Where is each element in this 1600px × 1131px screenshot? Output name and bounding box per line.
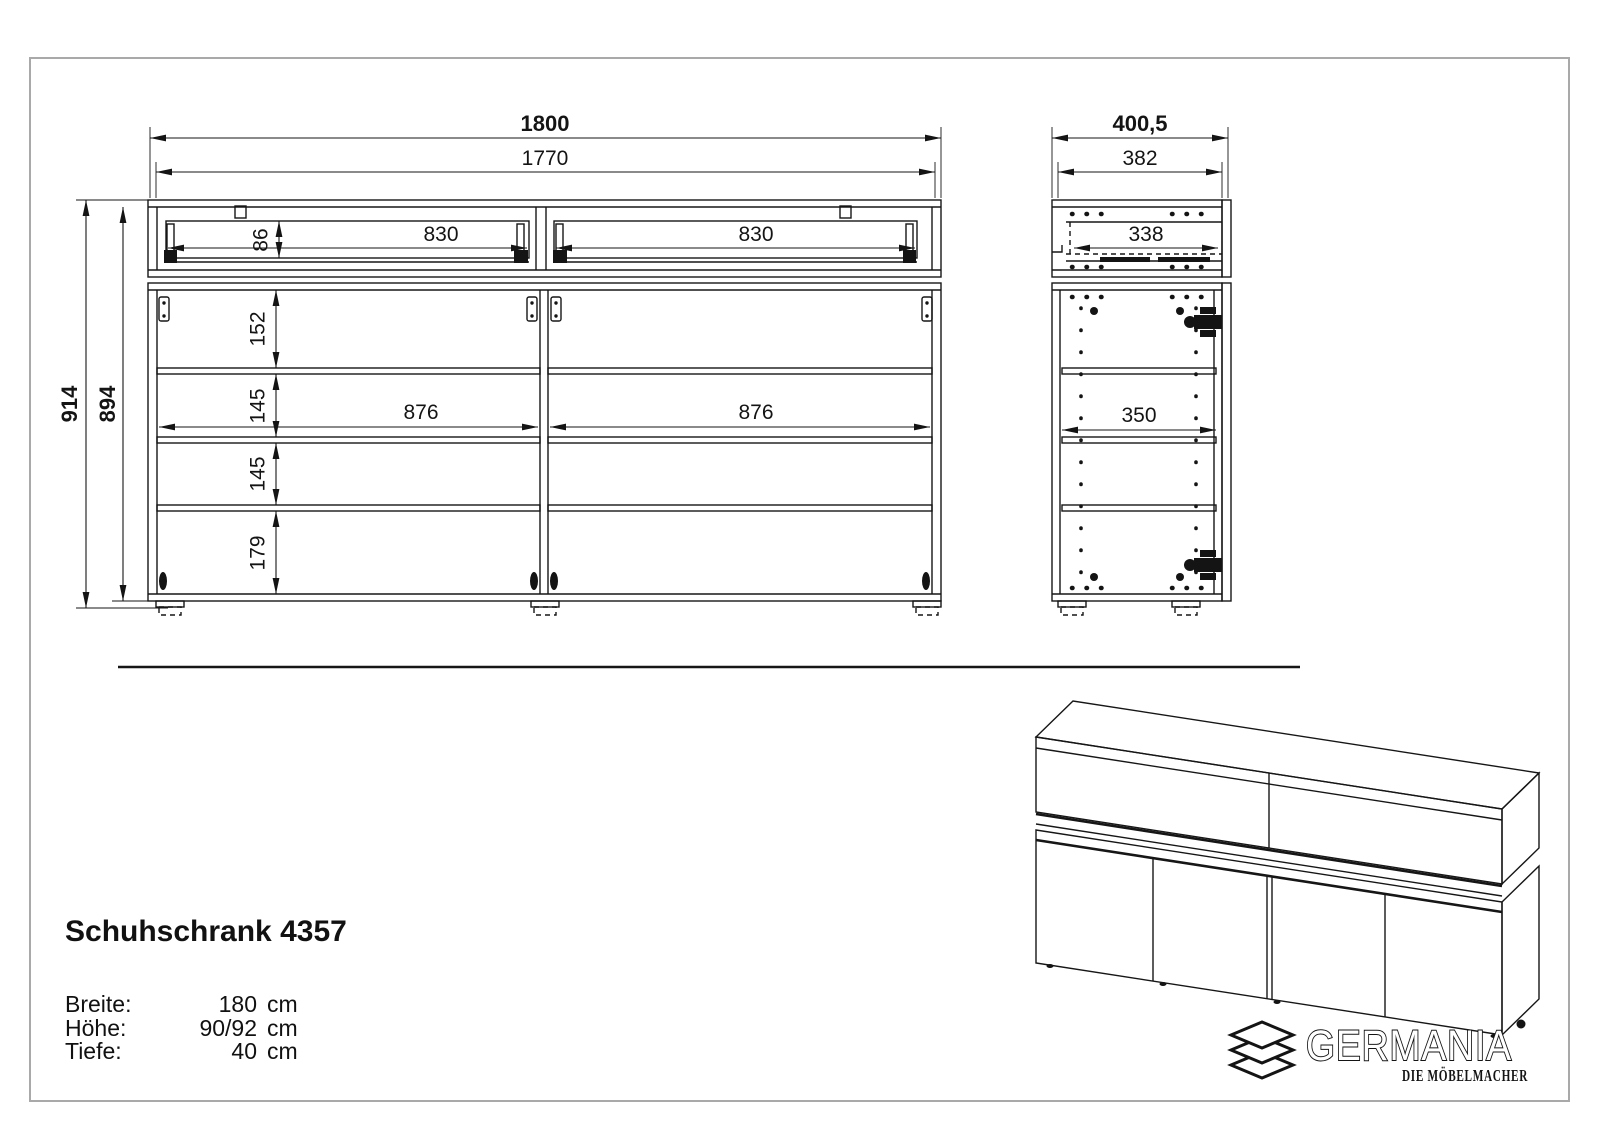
dim-shelf-depth: 350 — [1121, 404, 1157, 427]
spec-list — [65, 993, 347, 1064]
dim-drawer-left: 830 — [423, 223, 459, 246]
spec-value: 180 — [218, 991, 257, 1017]
dim-drawer-depth: 338 — [1128, 223, 1164, 246]
dim-carcass-depth: 382 — [1122, 147, 1158, 170]
spec-unit: cm — [267, 1014, 298, 1041]
dim-compartment-left: 876 — [403, 401, 439, 424]
spec-row-hoehe — [65, 1014, 347, 1041]
germania-logo — [1231, 1020, 1528, 1086]
dim-gap-bottom: 179 — [246, 535, 270, 571]
spec-value: 90/92 — [199, 1014, 257, 1041]
dim-gap-mid2: 145 — [246, 456, 270, 492]
hinge-bottom — [1184, 550, 1222, 580]
product-name: Schuhschrank 4357 — [65, 915, 347, 948]
title-block — [65, 915, 347, 1064]
spec-label: Tiefe: — [65, 1038, 122, 1064]
dim-overall-depth: 400,5 — [1112, 111, 1168, 136]
dim-inner-width: 1770 — [521, 147, 569, 170]
dim-gap-top: 152 — [246, 311, 270, 347]
spec-row-breite — [65, 993, 347, 1017]
layers-icon — [1231, 1022, 1293, 1078]
clip-icon — [235, 206, 246, 218]
perspective-view — [1036, 701, 1539, 1038]
front-view — [57, 111, 941, 615]
registered-dot — [1517, 1020, 1526, 1029]
brand-tagline: DIE MÖBELMACHER — [1402, 1066, 1528, 1085]
dim-overall-width: 1800 — [520, 111, 570, 136]
clip-icon — [840, 206, 851, 218]
front-feet — [156, 601, 941, 615]
spec-unit: cm — [267, 991, 298, 1017]
side-view — [1052, 111, 1231, 615]
spec-label: Breite: — [65, 991, 132, 1017]
dim-drawer-height: 86 — [249, 228, 273, 252]
hinge-top — [1184, 307, 1222, 337]
dim-gap-mid1: 145 — [246, 388, 270, 424]
dim-drawer-right: 830 — [738, 223, 774, 246]
spec-label: Höhe: — [65, 1014, 127, 1041]
dim-carcass-height: 894 — [94, 385, 120, 423]
brand-name: GERMANIA — [1306, 1022, 1512, 1070]
spec-row-tiefe — [65, 1040, 347, 1064]
dim-overall-height: 914 — [56, 385, 82, 423]
spec-value: 40 — [231, 1038, 257, 1064]
spec-unit: cm — [267, 1038, 298, 1064]
dim-compartment-right: 876 — [738, 401, 774, 424]
